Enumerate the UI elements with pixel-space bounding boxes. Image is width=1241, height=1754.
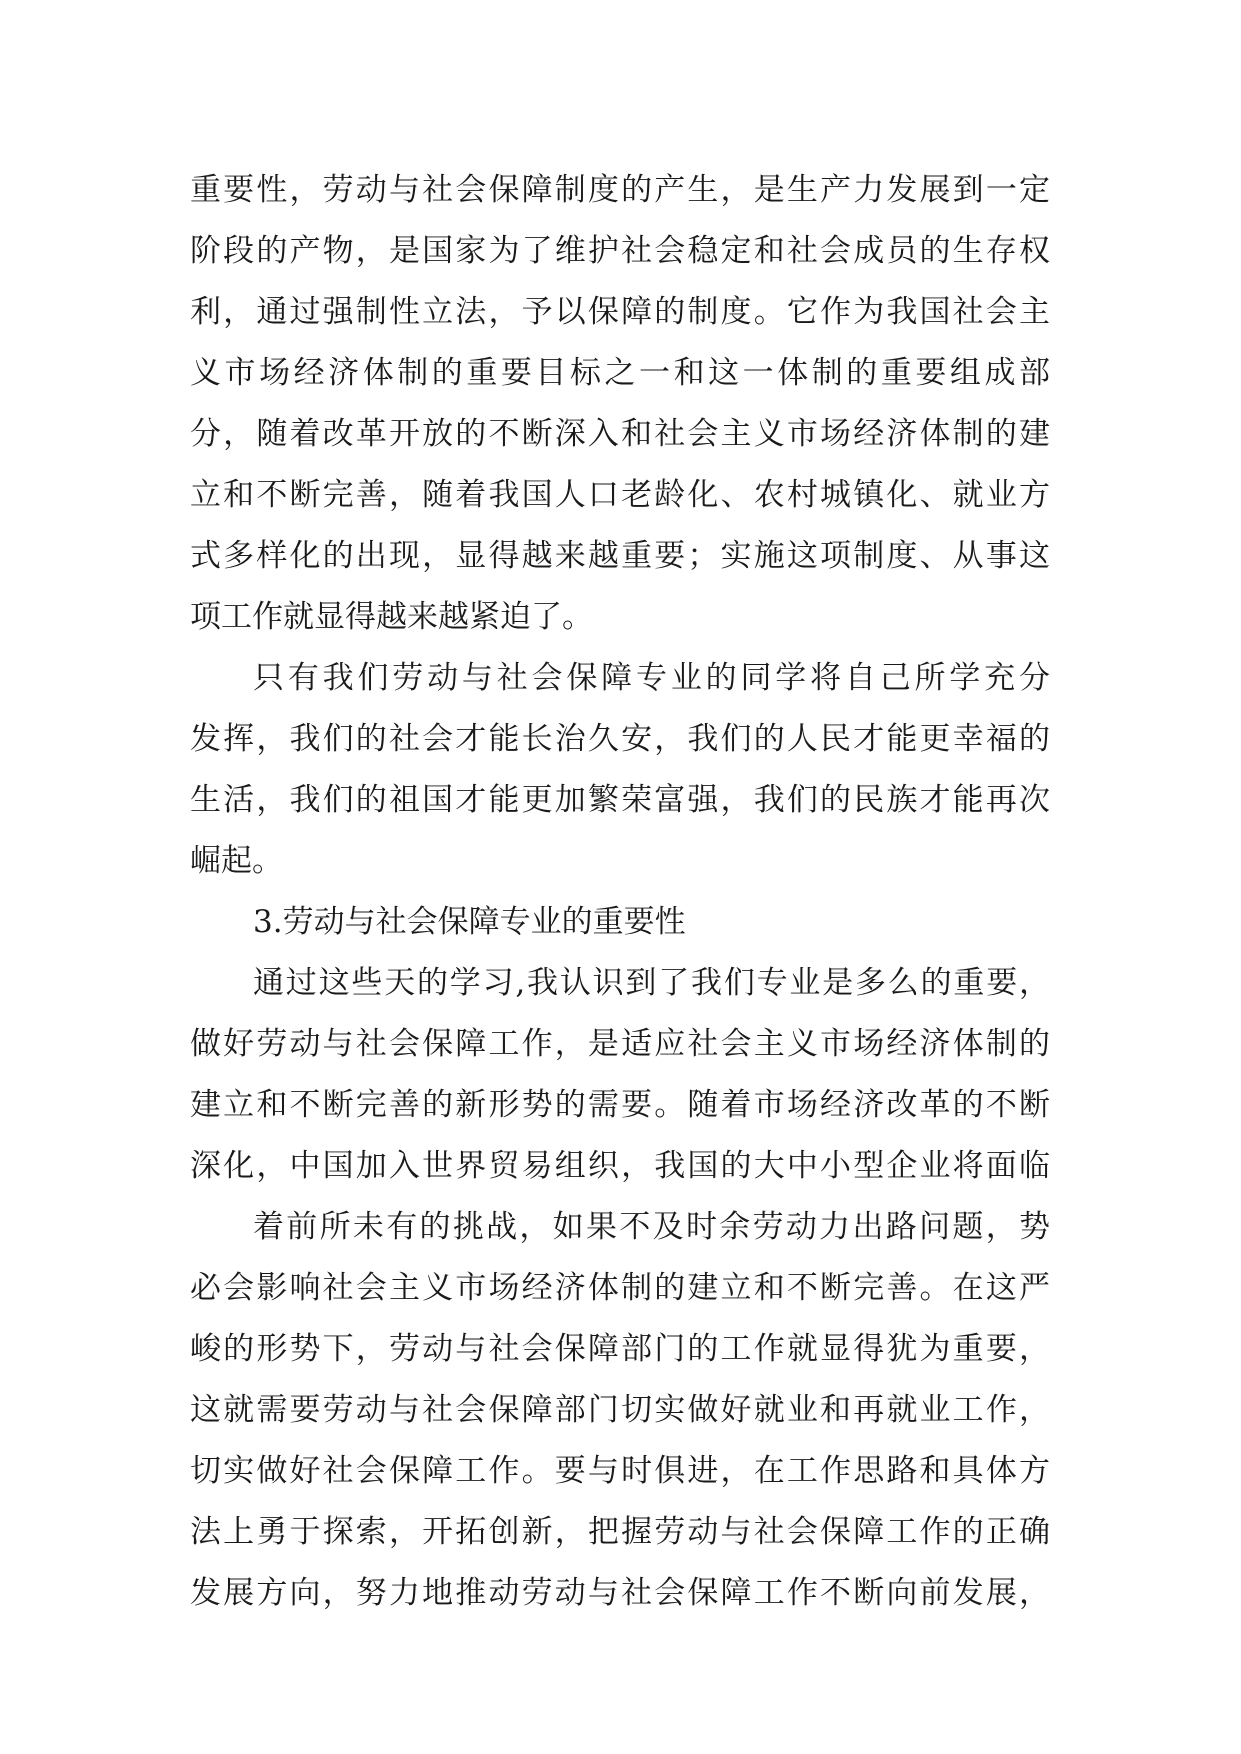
text-line: 切实做好社会保障工作。要与时俱进，在工作思路和具体方 <box>190 1453 1050 1489</box>
text-line: 生活，我们的祖国才能更加繁荣富强，我们的民族才能再次 <box>190 782 1050 818</box>
text-line: 法上勇于探索，开拓创新，把握劳动与社会保障工作的正确 <box>190 1514 1050 1550</box>
text-line: 发展方向，努力地推动劳动与社会保障工作不断向前发展， <box>190 1575 1050 1611</box>
text-line: 通过这些天的学习,我认识到了我们专业是多么的重要， <box>253 965 1050 1001</box>
text-line: 必会影响社会主义市场经济体制的建立和不断完善。在这严 <box>190 1270 1050 1306</box>
text-line: 深化，中国加入世界贸易组织，我国的大中小型企业将面临 <box>190 1148 1050 1184</box>
section-heading: 3.劳动与社会保障专业的重要性 <box>253 904 686 940</box>
text-line: 着前所未有的挑战，如果不及时余劳动力出路问题，势 <box>253 1209 1050 1245</box>
text-line: 发挥，我们的社会才能长治久安，我们的人民才能更幸福的 <box>190 721 1050 757</box>
text-line: 利，通过强制性立法，予以保障的制度。它作为我国社会主 <box>190 294 1050 330</box>
body-text <box>190 160 1050 1624</box>
text-line: 重要性，劳动与社会保障制度的产生，是生产力发展到一定 <box>190 172 1050 208</box>
text-line: 阶段的产物，是国家为了维护社会稳定和社会成员的生存权 <box>190 233 1050 269</box>
text-line: 立和不断完善，随着我国人口老龄化、农村城镇化、就业方 <box>190 477 1050 513</box>
text-line: 式多样化的出现，显得越来越重要；实施这项制度、从事这 <box>190 538 1050 574</box>
text-line: 义市场经济体制的重要目标之一和这一体制的重要组成部 <box>190 355 1050 391</box>
text-line: 建立和不断完善的新形势的需要。随着市场经济改革的不断 <box>190 1087 1050 1123</box>
text-line: 这就需要劳动与社会保障部门切实做好就业和再就业工作， <box>190 1392 1050 1428</box>
text-line: 分，随着改革开放的不断深入和社会主义市场经济体制的建 <box>190 416 1050 452</box>
text-line: 只有我们劳动与社会保障专业的同学将自己所学充分 <box>253 660 1050 696</box>
text-line: 做好劳动与社会保障工作，是适应社会主义市场经济体制的 <box>190 1026 1050 1062</box>
text-line: 崛起。 <box>190 843 283 879</box>
text-line: 项工作就显得越来越紧迫了。 <box>190 599 593 635</box>
text-line: 峻的形势下，劳动与社会保障部门的工作就显得犹为重要， <box>190 1331 1050 1367</box>
